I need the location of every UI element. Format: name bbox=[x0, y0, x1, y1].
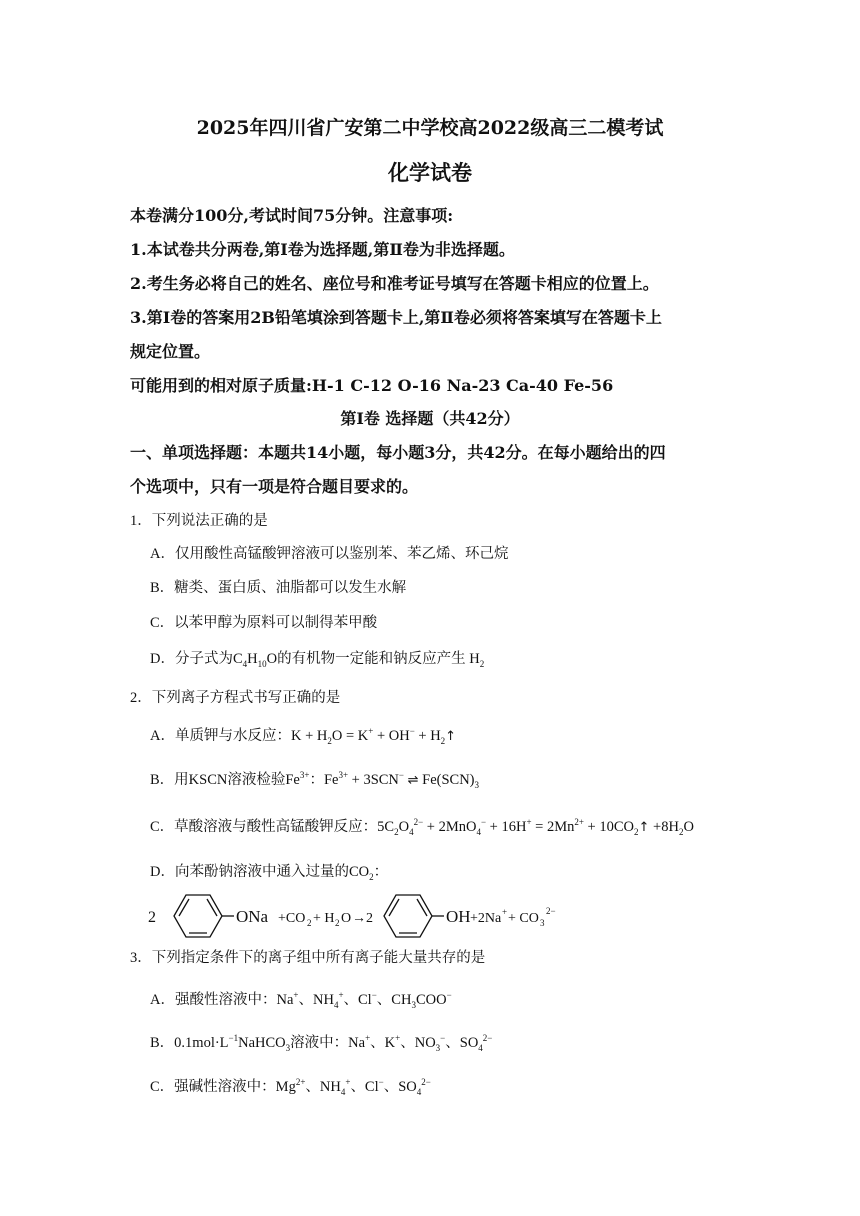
q3-option-b-prefix: B． bbox=[150, 1035, 175, 1051]
svg-text:+CO: +CO bbox=[278, 911, 306, 926]
svg-text:→2: →2 bbox=[352, 911, 373, 926]
section-instruction-2: 个选项中，只有一项是符合题目要求的。 bbox=[130, 477, 419, 496]
q3-option-c: C．强碱性溶液中：$Mg^{2+}$、$NH_4^+$、Cl−、$SO_4^{2-}$ bbox=[150, 1077, 431, 1097]
svg-text:O: O bbox=[341, 911, 352, 926]
svg-text:+ H: + H bbox=[313, 911, 335, 926]
q2-option-d-prefix: D．向苯酚钠溶液中通入过量的 bbox=[150, 864, 349, 880]
svg-text:OH: OH bbox=[446, 907, 471, 926]
note-3-cont: 规定位置。 bbox=[130, 342, 211, 361]
note-2: 2.考生务必将自己的姓名、座位号和准考证号填写在答题卡相应的位置上。 bbox=[130, 274, 659, 293]
q1-stem: 1．下列说法正确的是 bbox=[130, 513, 268, 529]
q3-option-b: B．$0.1mol\cdot L^{-1}NaHCO_3$溶液中：Na+、K+、$NO_3^-$、$SO_4^{2-}$ bbox=[150, 1033, 493, 1053]
q2-option-c-prefix: C．草酸溶液与酸性高锰酸钾反应： bbox=[150, 819, 378, 835]
benzene-ring-left bbox=[174, 895, 234, 937]
svg-text:+: + bbox=[502, 907, 508, 917]
q3-option-b-mid: 溶液中： bbox=[290, 1035, 349, 1051]
q3-option-c-prefix: C．强碱性溶液中： bbox=[150, 1079, 276, 1095]
exam-title: 2025年四川省广安第二中学校高2022级高三二模考试 bbox=[196, 117, 664, 139]
q1-option-d: D．分子式为$C_4H_{10}O$的有机物一定能和钠反应产生 $H_2$ bbox=[150, 651, 485, 669]
q2-option-d: D．向苯酚钠溶液中通入过量的$CO_2$： bbox=[150, 864, 389, 882]
svg-text:+ CO: + CO bbox=[508, 911, 539, 926]
svg-text:2: 2 bbox=[148, 909, 156, 926]
exam-subtitle: 化学试卷 bbox=[388, 160, 472, 185]
phenol-reaction-equation bbox=[148, 882, 588, 956]
q1-option-c: C．以苯甲醇为原料可以制得苯甲酸 bbox=[150, 615, 378, 631]
svg-text:+2Na: +2Na bbox=[470, 911, 502, 926]
q2-option-d-colon: ： bbox=[373, 864, 389, 880]
q2-option-c: C．草酸溶液与酸性高锰酸钾反应：$5C_2O_4^{2-} + 2MnO_4^- + 16H^+ = 2Mn^{2+}$ + $10CO_2↑ +8H_2O$ bbox=[150, 817, 694, 837]
q1-option-d-mid: 的有机物一定能和钠反应产生 bbox=[277, 651, 466, 667]
q1-option-d-prefix: D．分子式为 bbox=[150, 651, 233, 667]
q2-option-b: B．用KSCN溶液检验$Fe^{3+}$：$Fe^{3+} + 3SCN^-$ ⇌ $Fe(SCN)_3$ bbox=[150, 770, 480, 790]
atomic-masses: 可能用到的相对原子质量:H-1 C-12 O-16 Na-23 Ca-40 Fe-56 bbox=[130, 376, 614, 395]
note-3: 3.第Ⅰ卷的答案用2B铅笔填涂到答题卡上,第Ⅱ卷必须将答案填写在答题卡上 bbox=[130, 308, 662, 327]
q3-stem: 3．下列指定条件下的离子组中所有离子能大量共存的是 bbox=[130, 950, 486, 966]
q2-option-a: A．单质钾与水反应：$K + H_2O = K^+ + OH^-$ + $H_2↑$ bbox=[150, 726, 457, 746]
benzene-ring-right bbox=[384, 895, 444, 937]
q1-option-a: A．仅用酸性高锰酸钾溶液可以鉴别苯、苯乙烯、环己烷 bbox=[150, 546, 509, 562]
svg-text:2: 2 bbox=[307, 918, 312, 928]
q3-option-a: A．强酸性溶液中：Na+、$NH_4^+$、Cl−、$CH_3COO^-$ bbox=[150, 990, 452, 1010]
note-1: 1.本试卷共分两卷,第Ⅰ卷为选择题,第Ⅱ卷为非选择题。 bbox=[130, 240, 515, 259]
section-title: 第Ⅰ卷 选择题（共42分） bbox=[340, 409, 520, 428]
svg-text:ONa: ONa bbox=[236, 907, 269, 926]
section-instruction-1: 一、单项选择题：本题共14小题，每小题3分，共42分。在每小题给出的四 bbox=[130, 443, 666, 462]
q1-option-b: B．糖类、蛋白质、油脂都可以发生水解 bbox=[150, 580, 407, 596]
q2-option-a-prefix: A．单质钾与水反应： bbox=[150, 728, 291, 744]
q2-option-b-prefix: B．用KSCN溶液检验 bbox=[150, 772, 286, 788]
note-intro: 本卷满分100分,考试时间75分钟。注意事项: bbox=[130, 206, 454, 225]
svg-text:3: 3 bbox=[540, 918, 545, 928]
q3-option-a-prefix: A．强酸性溶液中： bbox=[150, 992, 277, 1008]
q2-stem: 2．下列离子方程式书写正确的是 bbox=[130, 690, 341, 706]
svg-text:2−: 2− bbox=[546, 906, 556, 916]
svg-text:2: 2 bbox=[335, 918, 340, 928]
